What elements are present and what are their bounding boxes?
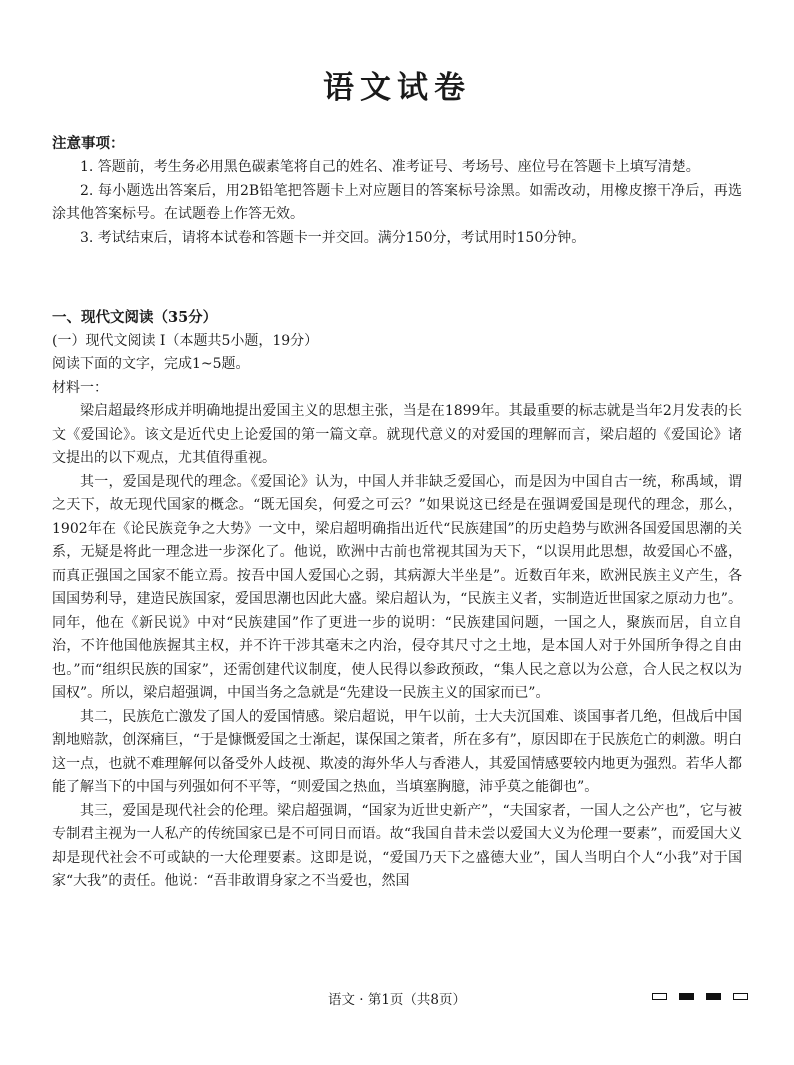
section-heading: 一、现代文阅读（35分） [52,309,218,326]
material-label: 材料一： [52,379,108,396]
passage-paragraph: 其一，爱国是现代的理念。《爱国论》认为，中国人并非缺乏爱国心，而是因为中国自古一统，称禹域，谓之天下，故无现代国家的概念。“既无国矣，何爱之可云？”如果说这已经是在强调爱国是现代的理念，那么，1902年在《论民族竞争之大势》一文中，梁启超明确指出近代“民族建国”的历史趋势与欧洲各国爱国思潮的关系，无疑是将此一理念进一步深化了。他说，欧洲中古前也常视其国为天下，“以误用此思想，故爱国心不盛，而真正强国之国家不能立焉。按吾中国人爱国心之弱，其病源大半坐是”。近数百年来，欧洲民族主义产生，各国国势利导，建造民族国家，爱国思潮也因此大盛。梁启超认为，“民族主义者，实制造近世国家之原动力也”。同年，他在《新民说》中对“民族建国”作了更进一步的说明：“民族建国问题，一国之人，聚族而居，自立自治，不许他国他族握其主权，并不许干涉其毫末之内治，侵夺其尺寸之土地，是本国人对于外国所争得之自由也。”而“组织民族的国家”，还需创建代议制度，使人民得以参政预政，“集人民之意以为公意，合人民之权以为国权”。所以，梁启超强调，中国当务之急就是“先建设一民族主义的国家而已”。 [52,473,742,701]
scan-mark-hollow [733,993,748,1000]
passage-paragraph: 梁启超最终形成并明确地提出爱国主义的思想主张，当是在1899年。其最重要的标志就是当年2月发表的长文《爱国论》。该文是近代史上论爱国的第一篇文章。就现代意义的对爱国的理解而言，梁启超的《爱国论》诸文提出的以下观点，尤其值得重视。 [52,403,742,466]
section-subheading: (一）现代文阅读 I（本题共5小题，19分） [52,332,319,349]
notes-heading: 注意事项： [52,135,125,152]
passage-paragraph: 其二，民族危亡激发了国人的爱国情感。梁启超说，甲午以前，士大夫沉国难、谈国事者几绝，但战后中国割地赔款，创深痛巨，“于是慷慨爱国之士渐起，谋保国之策者，所在多有”，原因即在于民族危亡的刺激。明白这一点，也就不难理解何以备受外人歧视、欺凌的海外华人与香港人，其爱国情感要较内地更为强烈。若华人都能了解当下的中国与列强如何不平等，“则爱国之热血，当填塞胸臆，沛乎莫之能御也”。 [52,708,742,795]
note-item-3: 3. 考试结束后，请将本试卷和答题卡一并交回。满分150分，考试用时150分钟。 [80,229,586,246]
exam-title: 语文试卷 [323,70,471,106]
scan-mark-filled [706,993,721,1000]
note-item-1: 1. 答题前，考生务必用黑色碳素笔将自己的姓名、准考证号、考场号、座位号在答题卡上填写清楚。 [80,159,700,175]
notes-list [52,156,742,250]
scan-marks [652,993,748,1000]
scan-mark-filled [679,993,694,1000]
scan-mark-hollow [652,993,667,1000]
page-footer: 语文 · 第1页（共8页） [327,992,467,1008]
reading-section [52,306,742,894]
section-instruction: 阅读下面的文字，完成1~5题。 [52,356,250,372]
passage-paragraph: 其三，爱国是现代社会的伦理。梁启超强调，“国家为近世史新产”，“夫国家者，一国人之公产也”，它与被专制君主视为一人私产的传统国家已是不可同日而语。故“我国自昔未尝以爱国大义为伦理一要素”，而爱国大义却是现代社会不可或缺的一大伦理要素。这即是说，“爱国乃天下之盛德大业”，国人当明白个人“小我”对于国家“大我”的责任。他说：“吾非敢谓身家之不当爱也，然国 [52,802,742,889]
note-item-2: 2. 每小题选出答案后，用2B铅笔把答题卡上对应题目的答案标号涂黑。如需改动，用橡皮擦干净后，再选涂其他答案标号。在试题卷上作答无效。 [52,182,742,222]
